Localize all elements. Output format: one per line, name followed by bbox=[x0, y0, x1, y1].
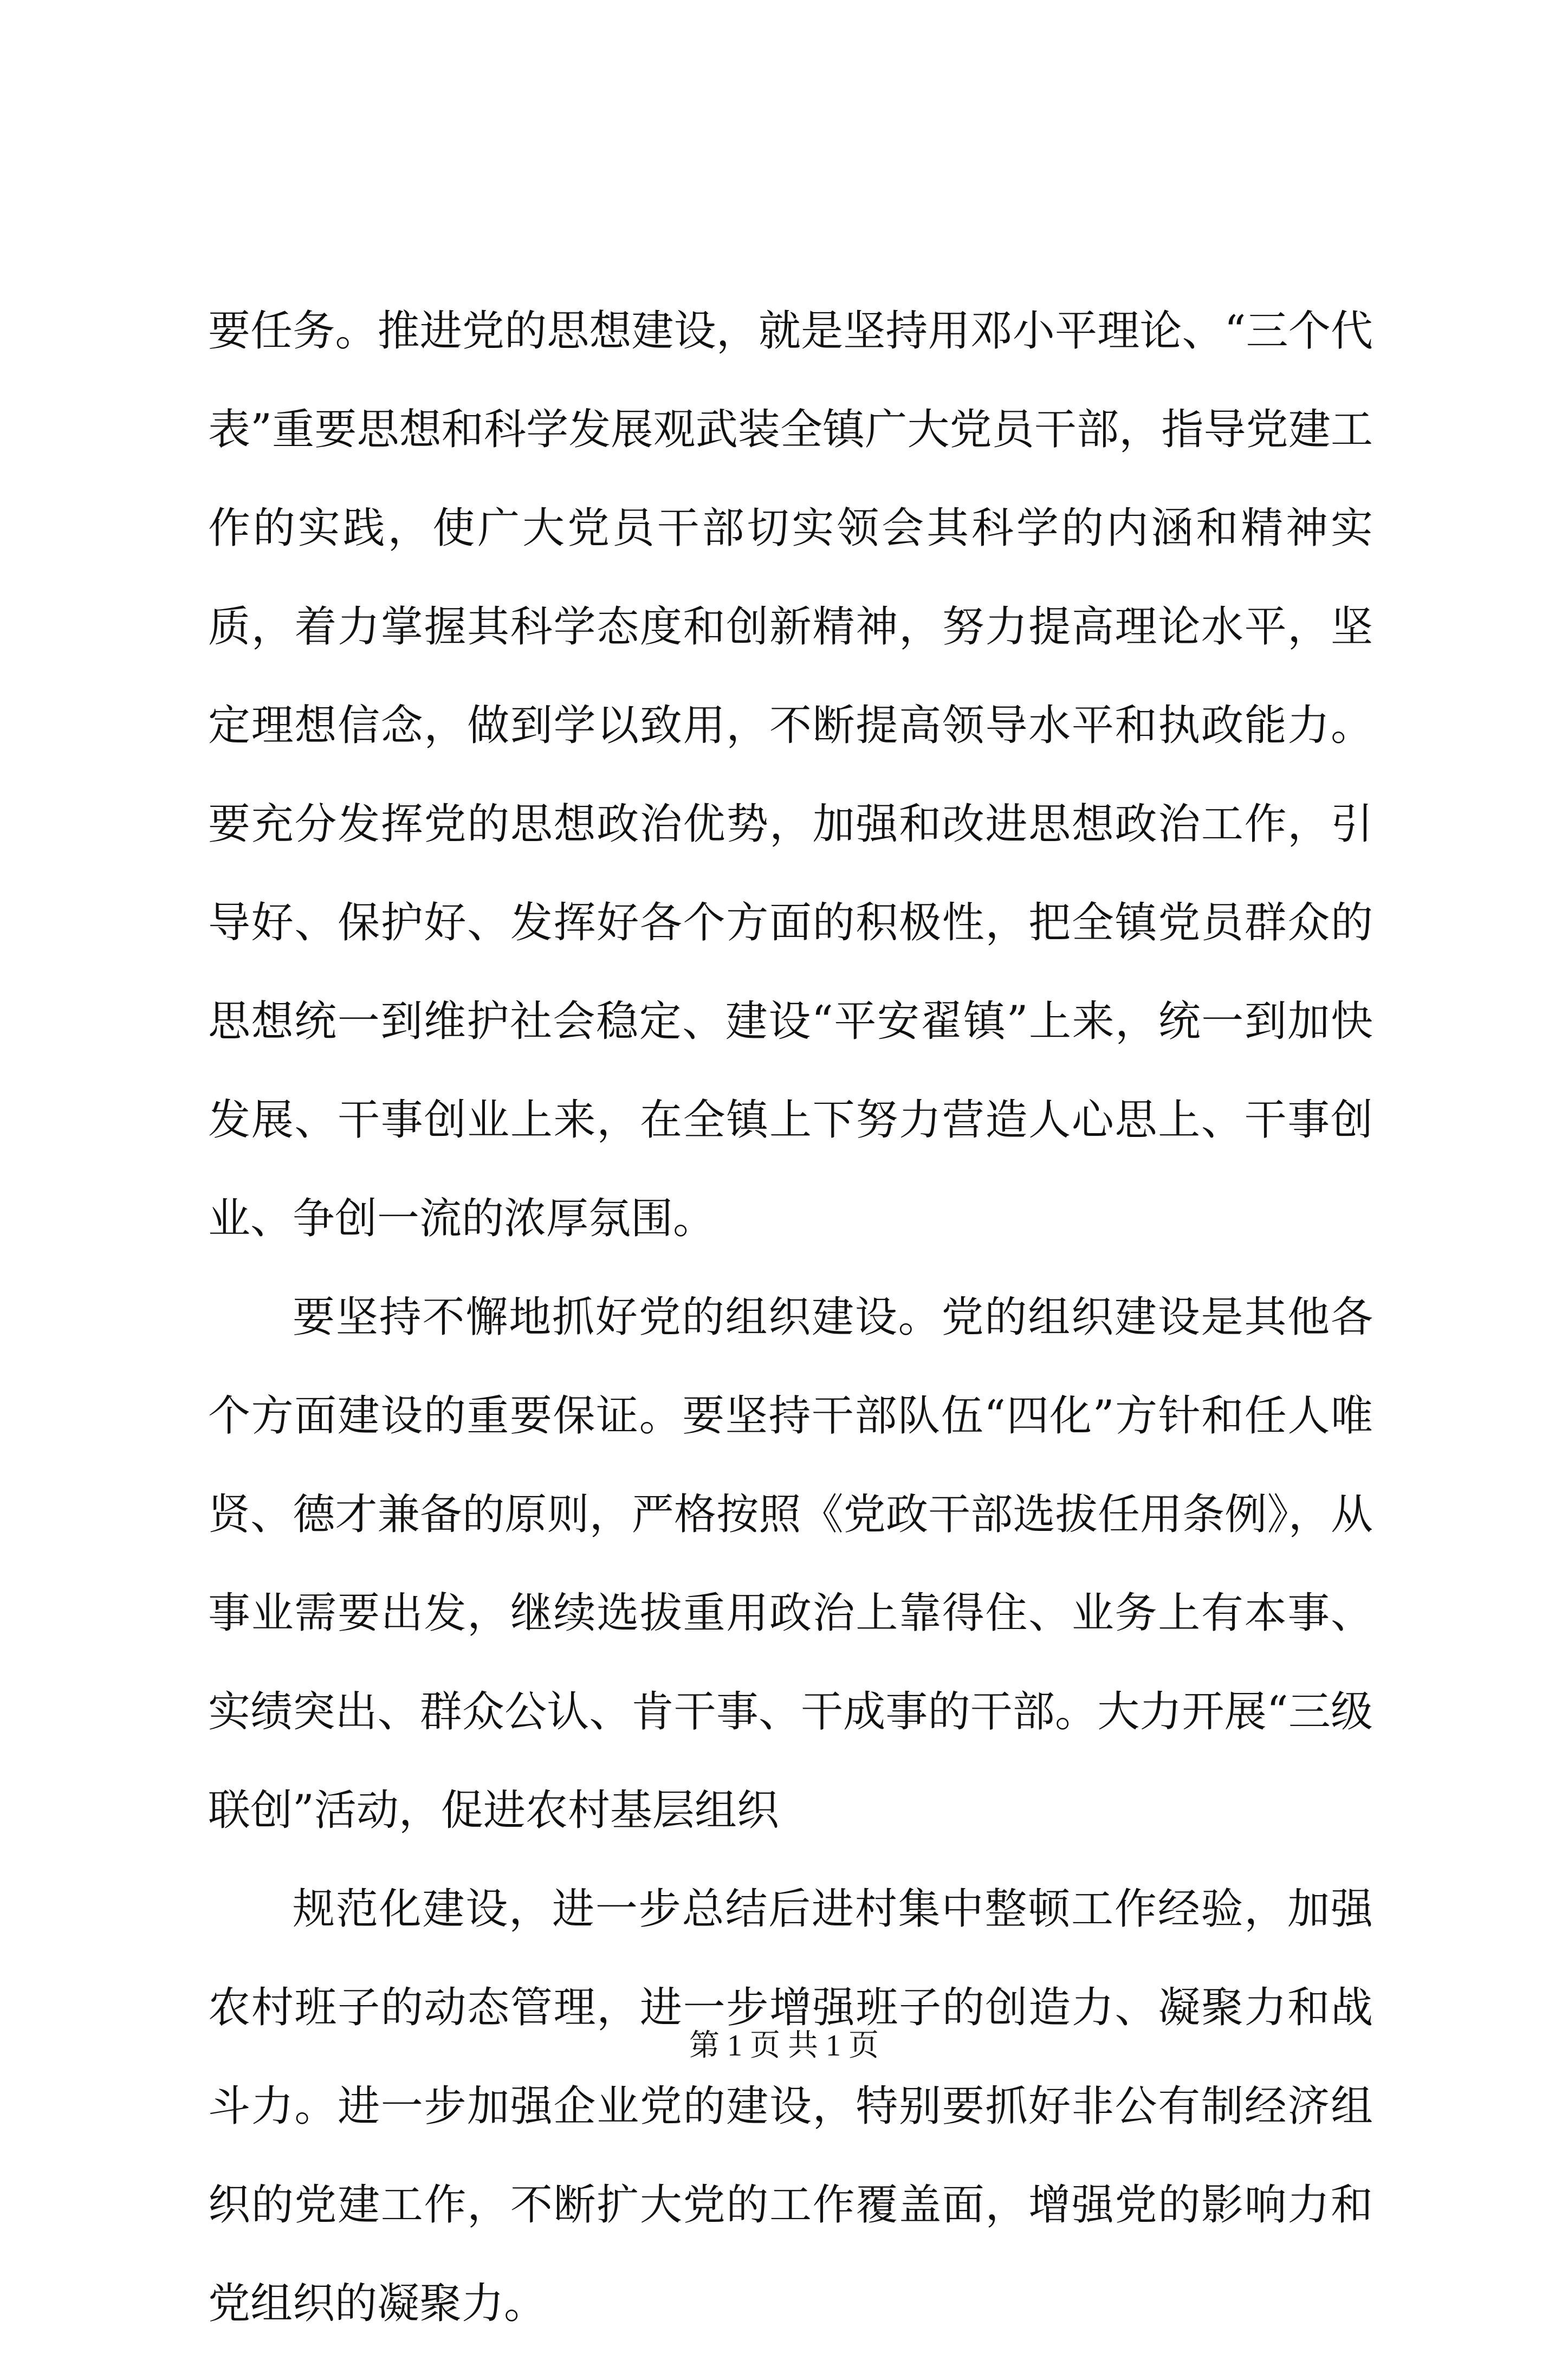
paragraph-standardization: 规范化建设，进一步总结后进村集中整顿工作经验，加强农村班子的动态管理，进一步增强班子的创造力、凝聚力和战斗力。进一步加强企业党的建设，特别要抓好非公有制经济组织的党建工作，不断扩大党的工作覆盖面，增强党的影响力和党组织的凝聚力。 bbox=[208, 1885, 1373, 2328]
paragraph-organizational-building: 要坚持不懈地抓好党的组织建设。党的组织建设是其他各个方面建设的重要保证。要坚持干部队伍“四化”方针和任人唯贤、德才兼备的原则，严格按照《党政干部选拔任用条例》，从事业需要出发，继续选拔重用政治上靠得住、业务上有本事、实绩突出、群众公认、肯干事、干成事的干部。大力开展“三级联创”活动，促进农村基层组织 bbox=[208, 1293, 1373, 1835]
paragraph-ideological-building: 要任务。推进党的思想建设，就是坚持用邓小平理论、“三个代表”重要思想和科学发展观武装全镇广大党员干部，指导党建工作的实践，使广大党员干部切实领会其科学的内涵和精神实质，着力掌握其科学态度和创新精神，努力提高理论水平，坚定理想信念，做到学以致用，不断提高领导水平和执政能力。要充分发挥党的思想政治优势，加强和改进思想政治工作，引导好、保护好、发挥好各个方面的积极性，把全镇党员群众的思想统一到维护社会稳定、建设“平安翟镇”上来，统一到加快发展、干事创业上来，在全镇上下努力营造人心思上、干事创业、争创一流的浓厚氛围。 bbox=[208, 307, 1373, 1243]
page-number-footer: 第 1 页 共 1 页 bbox=[689, 2029, 879, 2063]
